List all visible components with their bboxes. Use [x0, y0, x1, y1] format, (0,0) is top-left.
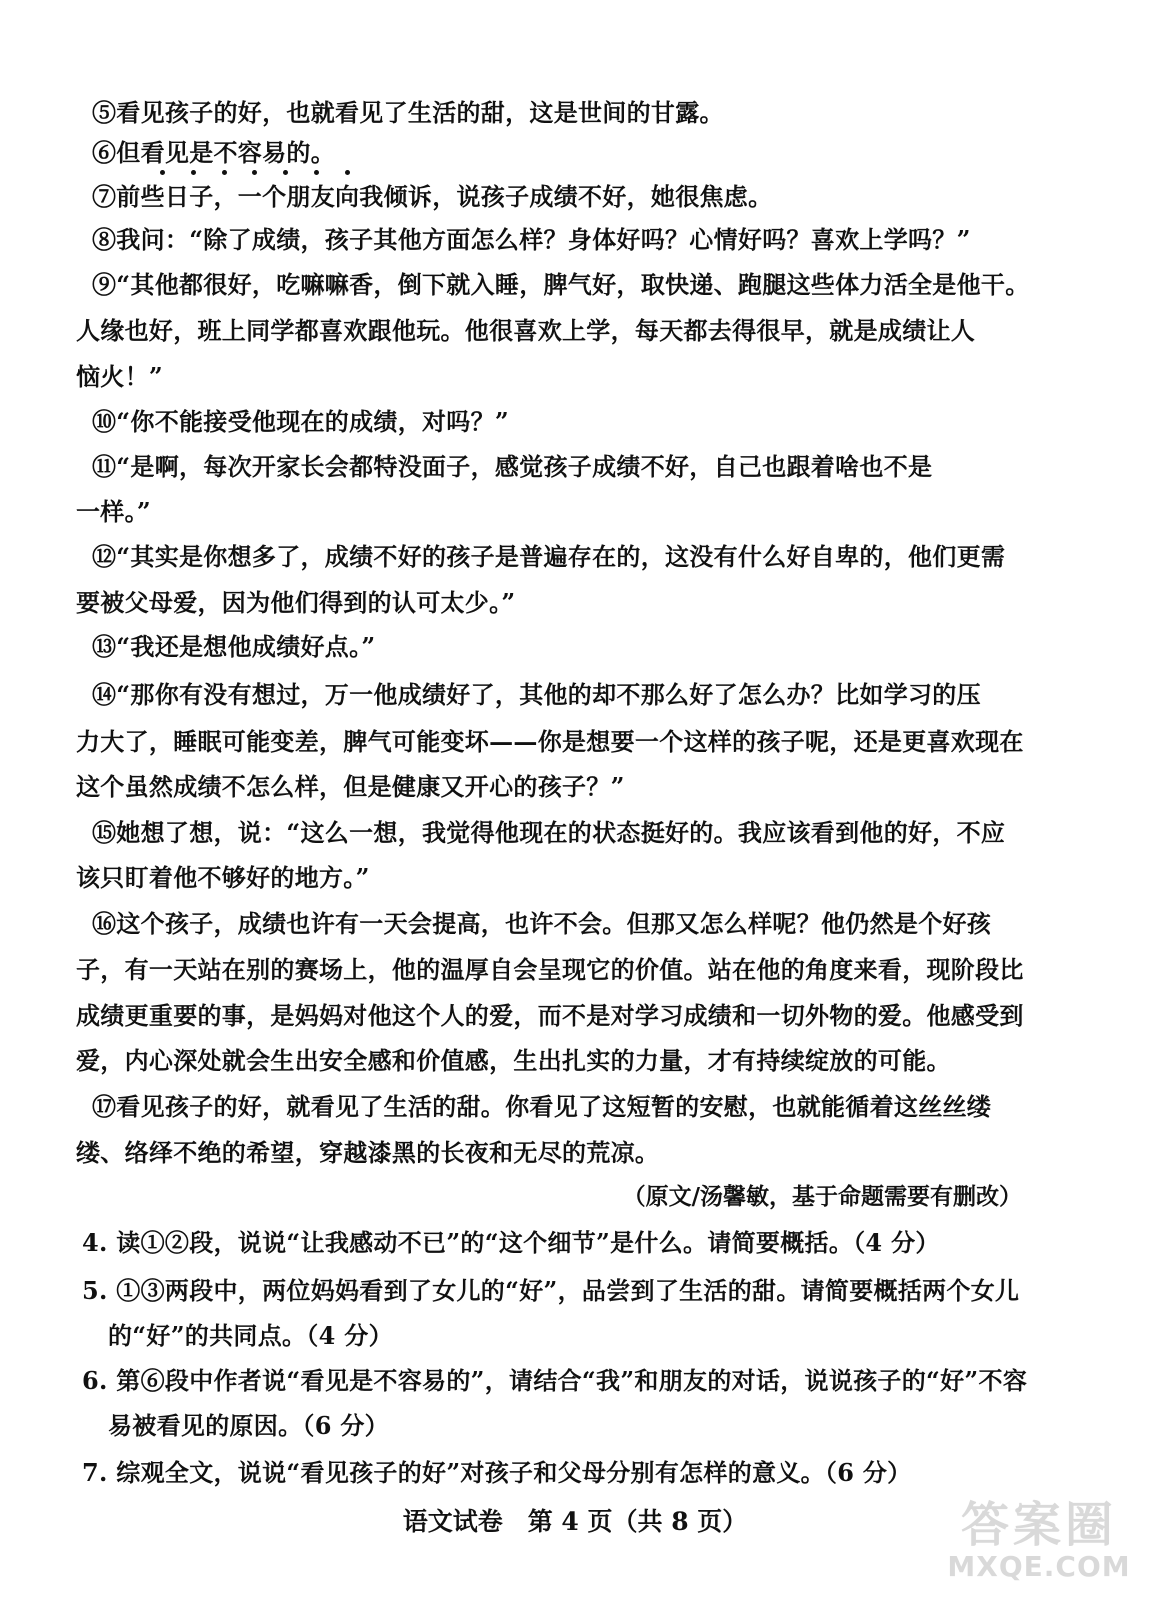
- paragraph-9-line-3: 恼火！”: [76, 362, 164, 391]
- paragraph-13: ⑬“我还是想他成绩好点。”: [92, 632, 376, 661]
- question-7: 7. 综观全文，说说“看见孩子的好”对孩子和父母分别有怎样的意义。（6 分）: [82, 1458, 912, 1487]
- emphasis-dot: [252, 170, 257, 175]
- question-4: 4. 读①②段，说说“让我感动不已”的“这个细节”是什么。请简要概括。（4 分）: [82, 1228, 940, 1257]
- emphasis-dots: [160, 170, 350, 176]
- paragraph-5: ⑤看见孩子的好，也就看见了生活的甜，这是世间的甘露。: [92, 98, 724, 127]
- question-6-line-2: 易被看见的原因。（6 分）: [108, 1411, 389, 1440]
- paragraph-16-line-2: 子，有一天站在别的赛场上，他的温厚自会呈现它的价值。站在他的角度来看，现阶段比: [76, 955, 1024, 984]
- site-watermark: [944, 1498, 1134, 1586]
- paragraph-6: ⑥但看见是不容易的。: [92, 138, 335, 167]
- paragraph-9-line-2: 人缘也好，班上同学都喜欢跟他玩。他很喜欢上学，每天都去得很早，就是成绩让人: [76, 316, 976, 345]
- page-footer: 语文试卷 第 4 页（共 8 页）: [402, 1507, 748, 1536]
- paragraph-11-line-2: 一样。”: [76, 497, 152, 526]
- watermark-domain: MXQE.COM: [947, 1550, 1131, 1583]
- emphasis-dot: [191, 170, 196, 175]
- watermark-logo-text: 答案圈: [960, 1497, 1117, 1553]
- paragraph-17-line-2: 缕、络绎不绝的希望，穿越漆黑的长夜和无尽的荒凉。: [76, 1138, 660, 1167]
- emphasis-dot: [222, 170, 227, 175]
- article-source: （原文/汤馨敏，基于命题需要有删改）: [622, 1183, 1022, 1210]
- emphasis-dot: [345, 170, 350, 175]
- paragraph-14-line-2: 力大了，睡眠可能变差，脾气可能变坏——你是想要一个这样的孩子呢，还是更喜欢现在: [76, 727, 1024, 756]
- emphasis-dot: [283, 170, 288, 175]
- paragraph-16-line-1: ⑯这个孩子，成绩也许有一天会提高，也许不会。但那又怎么样呢？他仍然是个好孩: [92, 909, 992, 938]
- paragraph-11-line-1: ⑪“是啊，每次开家长会都特没面子，感觉孩子成绩不好，自己也跟着啥也不是: [92, 452, 933, 481]
- paragraph-15-line-2: 该只盯着他不够好的地方。”: [76, 863, 370, 892]
- paragraph-16-line-4: 爱，内心深处就会生出安全感和价值感，生出扎实的力量，才有持续绽放的可能。: [76, 1046, 951, 1075]
- paragraph-9-line-1: ⑨“其他都很好，吃嘛嘛香，倒下就入睡，脾气好，取快递、跑腿这些体力活全是他干。: [92, 270, 1030, 299]
- paragraph-14-line-1: ⑭“那你有没有想过，万一他成绩好了，其他的却不那么好了怎么办？比如学习的压: [92, 680, 981, 709]
- paragraph-15-line-1: ⑮她想了想，说：“这么一想，我觉得他现在的状态挺好的。我应该看到他的好，不应: [92, 818, 1006, 847]
- question-6-line-1: 6. 第⑥段中作者说“看见是不容易的”，请结合“我”和朋友的对话，说说孩子的“好”不容: [82, 1366, 1028, 1395]
- paragraph-10: ⑩“你不能接受他现在的成绩，对吗？”: [92, 407, 510, 436]
- paragraph-12-line-1: ⑫“其实是你想多了，成绩不好的孩子是普遍存在的，这没有什么好自卑的，他们更需: [92, 542, 1006, 571]
- paragraph-7: ⑦前些日子，一个朋友向我倾诉，说孩子成绩不好，她很焦虑。: [92, 182, 773, 211]
- emphasis-dot: [314, 170, 319, 175]
- question-5-line-1: 5. ①③两段中，两位妈妈看到了女儿的“好”，品尝到了生活的甜。请简要概括两个女儿: [82, 1276, 1020, 1305]
- paragraph-16-line-3: 成绩更重要的事，是妈妈对他这个人的爱，而不是对学习成绩和一切外物的爱。他感受到: [76, 1001, 1024, 1030]
- paragraph-17-line-1: ⑰看见孩子的好，就看见了生活的甜。你看见了这短暂的安慰，也就能循着这丝丝缕: [92, 1092, 992, 1121]
- paragraph-14-line-3: 这个虽然成绩不怎么样，但是健康又开心的孩子？”: [76, 772, 625, 801]
- paragraph-12-line-2: 要被父母爱，因为他们得到的认可太少。”: [76, 588, 516, 617]
- emphasis-dot: [160, 170, 165, 175]
- paragraph-8: ⑧我问：“除了成绩，孩子其他方面怎么样？身体好吗？心情好吗？喜欢上学吗？”: [92, 225, 971, 254]
- question-5-line-2: 的“好”的共同点。（4 分）: [108, 1321, 393, 1350]
